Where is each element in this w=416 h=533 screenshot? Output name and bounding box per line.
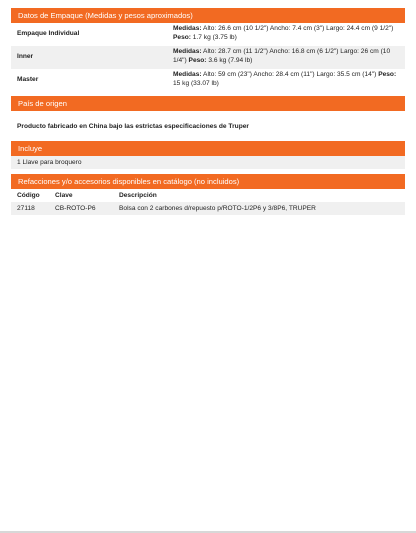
part-code: 27118 bbox=[11, 202, 49, 215]
packaging-row-master bbox=[11, 69, 405, 92]
product-spec-page bbox=[11, 8, 405, 215]
packaging-value: Medidas: Alto: 28.7 cm (11 1/2") Ancho: 16.8 cm (6 1/2") Largo: 26 cm (10 1/4") Peso: 3.6 kg (7.94 lb) bbox=[173, 48, 391, 64]
packaging-header: Datos de Empaque (Medidas y pesos aproximados) bbox=[11, 8, 405, 23]
parts-header: Refacciones y/o accesorios disponibles en catálogo (no incluidos) bbox=[11, 174, 405, 189]
part-description: Bolsa con 2 carbones d/repuesto p/ROTO-1/2P6 y 3/8P6, TRUPER bbox=[113, 202, 405, 215]
packaging-label: Inner bbox=[17, 53, 34, 61]
includes-header: Incluye bbox=[11, 141, 405, 156]
packaging-value: Medidas: Alto: 26.6 cm (10 1/2") Ancho: 7.4 cm (3") Largo: 24.4 cm (9 1/2") Peso: 1.7 kg (3.75 lb) bbox=[173, 25, 394, 41]
packaging-row-inner bbox=[11, 46, 405, 69]
parts-table bbox=[11, 189, 405, 215]
packaging-label: Master bbox=[17, 76, 39, 84]
column-header-clave: Clave bbox=[55, 192, 73, 199]
table-row bbox=[11, 202, 405, 215]
origin-text: Producto fabricado en China bajo las estrictas especificaciones de Truper bbox=[17, 122, 249, 130]
part-key: CB-ROTO-P6 bbox=[49, 202, 113, 215]
column-header-codigo: Código bbox=[17, 192, 40, 199]
column-header-descripcion: Descripción bbox=[119, 192, 157, 199]
origin-header: País de origen bbox=[11, 96, 405, 111]
packaging-label: Empaque Individual bbox=[17, 30, 80, 38]
parts-table-header-row bbox=[11, 189, 405, 202]
includes-text: 1 Llave para broquero bbox=[11, 156, 405, 169]
packaging-row-individual bbox=[11, 23, 405, 46]
packaging-value: Medidas: Alto: 59 cm (23") Ancho: 28.4 cm (11") Largo: 35.5 cm (14") Peso: 15 kg (33.07 lb) bbox=[173, 71, 397, 87]
